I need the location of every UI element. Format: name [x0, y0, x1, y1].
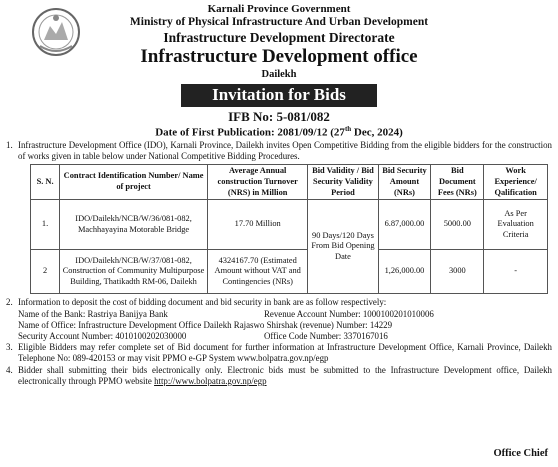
- paragraph-1: 1. Infrastructure Development Office (IDO), Karnali Province, Dailekh invites Open Competitive Bidding from the eligible bidders for the construction of works given in table below under National Competitive Bidding Procedures.: [6, 139, 552, 161]
- col-sn: S. N.: [31, 165, 60, 200]
- revenue-account: Revenue Account Number: 1000100201010006: [264, 308, 434, 319]
- security-account: Security Account Number: 4010100202030000: [18, 331, 187, 342]
- col-contract: Contract Identification Number/ Name of project: [60, 165, 208, 200]
- paragraph-3: 3. Eligible Bidders may refer complete set of Bid document for further information at Infrastructure Development Office, Karnali Province, Dailekh Telephone No: 089-420153 or may visit PPMO e-GP System www.bolpatra.gov.np/egp: [6, 342, 552, 364]
- paragraph-4: 4. Bidder shall submitting their bids electronically only. Electronic bids must be submitted to the Infrastructure Development office, Dailekh electronically through PPMO website http://www.bolpatra.gov.np/egp: [6, 364, 552, 386]
- table-header-row: [31, 165, 548, 200]
- bank-details: [6, 309, 552, 343]
- publication-date: Date of First Publication: 2081/09/12 (27th Dec, 2024): [155, 124, 403, 139]
- office-revenue-line: Name of Office: Infrastructure Development Office Dailekh Rajaswo Shirshak (revenue) Number: 14229: [18, 319, 393, 330]
- validity-cell: 90 Days/120 Days From Bid Opening Date: [308, 200, 378, 294]
- col-experience: Work Experience/ Qalification: [484, 165, 548, 200]
- col-security: Bid Security Amount (NRs): [378, 165, 431, 200]
- header-office: Infrastructure Development office: [140, 46, 418, 68]
- bank-name: Name of the Bank: Rastriya Banijya Bank: [18, 308, 168, 319]
- ifb-number: IFB No: 5-081/082: [228, 109, 330, 125]
- col-fees: Bid Document Fees (NRs): [431, 165, 484, 200]
- signature-office-chief: Office Chief: [493, 448, 548, 459]
- office-code: Office Code Number: 3370167016: [264, 331, 388, 342]
- header-directorate: Infrastructure Development Directorate: [163, 29, 395, 45]
- paragraph-2: 2. Information to deposit the cost of bidding document and bid security in bank are as follow respectively:: [6, 297, 387, 308]
- col-validity: Bid Validity / Bid Security Validity Period: [308, 165, 378, 200]
- header-location: Dailekh: [261, 68, 297, 80]
- invitation-banner: Invitation for Bids: [181, 84, 377, 107]
- header-ministry: Ministry of Physical Infrastructure And Urban Development: [129, 15, 429, 28]
- notice-header: [6, 3, 552, 81]
- table-row: 1. IDO/Dailekh/NCB/W/36/081-082, Machhayayina Motorable Bridge 17.70 Million 90 Days/120 Days From Bid Opening Date 6.87,000.00 5000.00 As Per Evaluation Criteria: [31, 200, 548, 250]
- works-table: [30, 164, 548, 294]
- nepal-emblem-icon: [30, 6, 82, 58]
- egp-link[interactable]: http://www.bolpatra.gov.np/egp: [154, 375, 267, 386]
- col-turnover: Average Annual construction Turnover (NRS) in Million: [208, 165, 308, 200]
- table-row: 2 IDO/Dailekh/NCB/W/37/081-082, Construction of Community Multipurpose Building, Thatikadth RM-06, Dailekh 4324167.70 (Estimated Amount without VAT and Contingencies (NRs) 1,26,000.00 3000 -: [31, 250, 548, 294]
- header-government: Karnali Province Government: [207, 3, 351, 15]
